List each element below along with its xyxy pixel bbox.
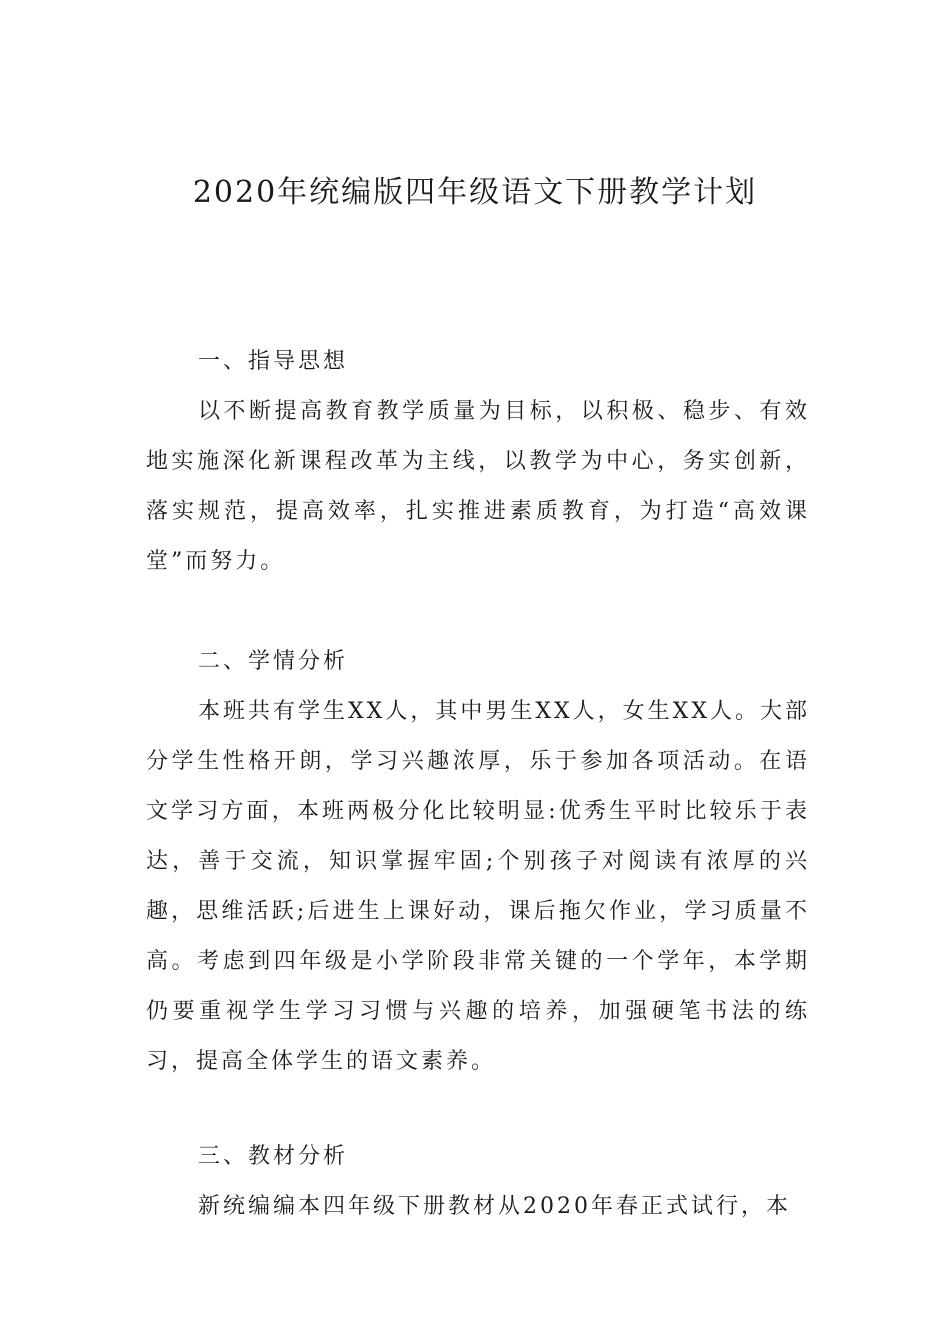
section-student-analysis xyxy=(146,637,810,1087)
section-textbook-analysis xyxy=(146,1132,810,1232)
section-heading: 一、指导思想 xyxy=(198,349,349,374)
section-paragraph: 本班共有学生XX人，其中男生XX人，女生XX人。大部分学生性格开朗，学习兴趣浓厚，乐于参加各项活动。在语文学习方面，本班两极分化比较明显:优秀生平时比较乐于表达，善于交流，知识掌握牢固;个别孩子对阅读有浓厚的兴趣，思维活跃;后进生上课好动，课后拖欠作业，学习质量不高。考虑到四年级是小学阶段非常关键的一个学年，本学期仍要重视学生学习习惯与兴趣的培养，加强硬笔书法的练习，提高全体学生的语文素养。 xyxy=(146,699,810,1074)
section-paragraph: 以不断提高教育教学质量为目标，以积极、稳步、有效地实施深化新课程改革为主线，以教学为中心，务实创新，落实规范，提高效率，扎实推进素质教育，为打造“高效课堂”而努力。 xyxy=(146,399,810,574)
document-title: 2020年统编版四年级语文下册教学计划 xyxy=(192,175,758,210)
section-paragraph: 新统编编本四年级下册教材从2020年春正式试行，本 xyxy=(198,1194,791,1219)
section-guiding-ideology xyxy=(146,337,810,587)
section-heading: 三、教材分析 xyxy=(198,1144,349,1169)
section-heading: 二、学情分析 xyxy=(198,649,349,674)
